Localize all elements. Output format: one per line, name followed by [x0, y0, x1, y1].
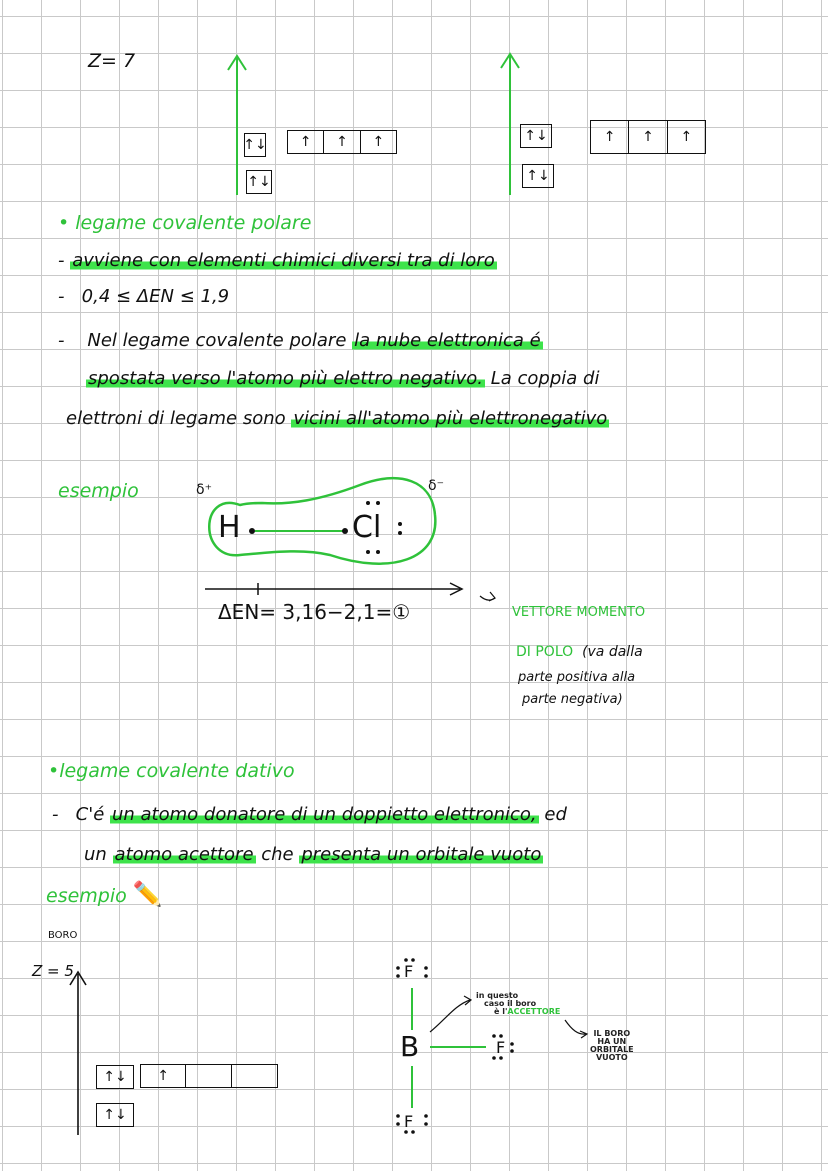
- polar-title: • legame covalente polare: [58, 212, 312, 234]
- polar-bullet-3-line-3: elettroni di legame sono vicini all'atomo più elettronegativo: [66, 408, 608, 429]
- boron-orbital-1s: ↑↓: [96, 1103, 134, 1127]
- hydrogen-symbol: H: [218, 510, 241, 545]
- cl-bond-electron: [342, 528, 348, 534]
- fluorine-right: F: [496, 1038, 506, 1057]
- orbital-2s-left: ↑↓: [244, 133, 266, 157]
- boron-label: BORO: [48, 930, 78, 941]
- orbital-2s-right: ↑↓: [520, 124, 552, 148]
- delta-en-formula: ΔEN= 3,16−2,1=①: [218, 600, 411, 624]
- acceptor-note: in questo caso il boro è l'ACCETTORE: [476, 991, 561, 1016]
- vector-label-line-2: DI POLO (va dalla: [516, 644, 643, 660]
- polar-bullet-2: - 0,4 ≤ ΔEN ≤ 1,9: [58, 286, 230, 307]
- vector-note-line-2: parte positiva alla: [518, 670, 636, 685]
- electron-cloud: [209, 478, 435, 563]
- boron-orbital-2p: ↑: [140, 1064, 278, 1088]
- z-five-label: Z = 5: [32, 962, 74, 980]
- delta-plus: δ⁺: [196, 482, 212, 498]
- dative-example-label: esempio ✏️: [46, 880, 163, 908]
- example-label: esempio: [58, 480, 139, 502]
- empty-orbital-note: IL BORO HA UN ORBITALE VUOTO: [590, 1029, 634, 1062]
- polar-bullet-3: - Nel legame covalente polare la nube elettronica é: [58, 330, 541, 351]
- orbital-2p-left: ↑ ↑ ↑: [287, 130, 397, 154]
- vector-note-line-3: parte negativa): [522, 692, 623, 707]
- fluorine-top: F: [404, 962, 414, 981]
- z-seven-label: Z= 7: [88, 50, 136, 72]
- pencil-icon: ✏️: [132, 880, 163, 908]
- polar-bullet-3-line-2: spostata verso l'atomo più elettro negativo. La coppia di: [88, 368, 600, 389]
- orbital-2p-right: ↑ ↑ ↑: [590, 120, 706, 154]
- chlorine-symbol: Cl: [352, 510, 382, 545]
- vector-label-line-1: VETTORE MOMENTO: [512, 605, 646, 620]
- orbital-1s-left: ↑↓: [246, 170, 272, 194]
- fluorine-bottom: F: [404, 1112, 414, 1131]
- h-electron: [249, 528, 255, 534]
- dative-line-1: - C'é un atomo donatore di un doppietto elettronico, ed: [52, 804, 567, 825]
- boron-symbol: B: [400, 1030, 420, 1063]
- boron-orbital-2s: ↑↓: [96, 1065, 134, 1089]
- dative-line-2: un atomo acettore che presenta un orbitale vuoto: [84, 844, 542, 865]
- orbital-1s-right: ↑↓: [522, 164, 554, 188]
- delta-minus: δ⁻: [428, 478, 444, 494]
- polar-bullet-1: - avviene con elementi chimici diversi tra di loro: [58, 250, 495, 271]
- dative-title: •legame covalente dativo: [48, 760, 295, 782]
